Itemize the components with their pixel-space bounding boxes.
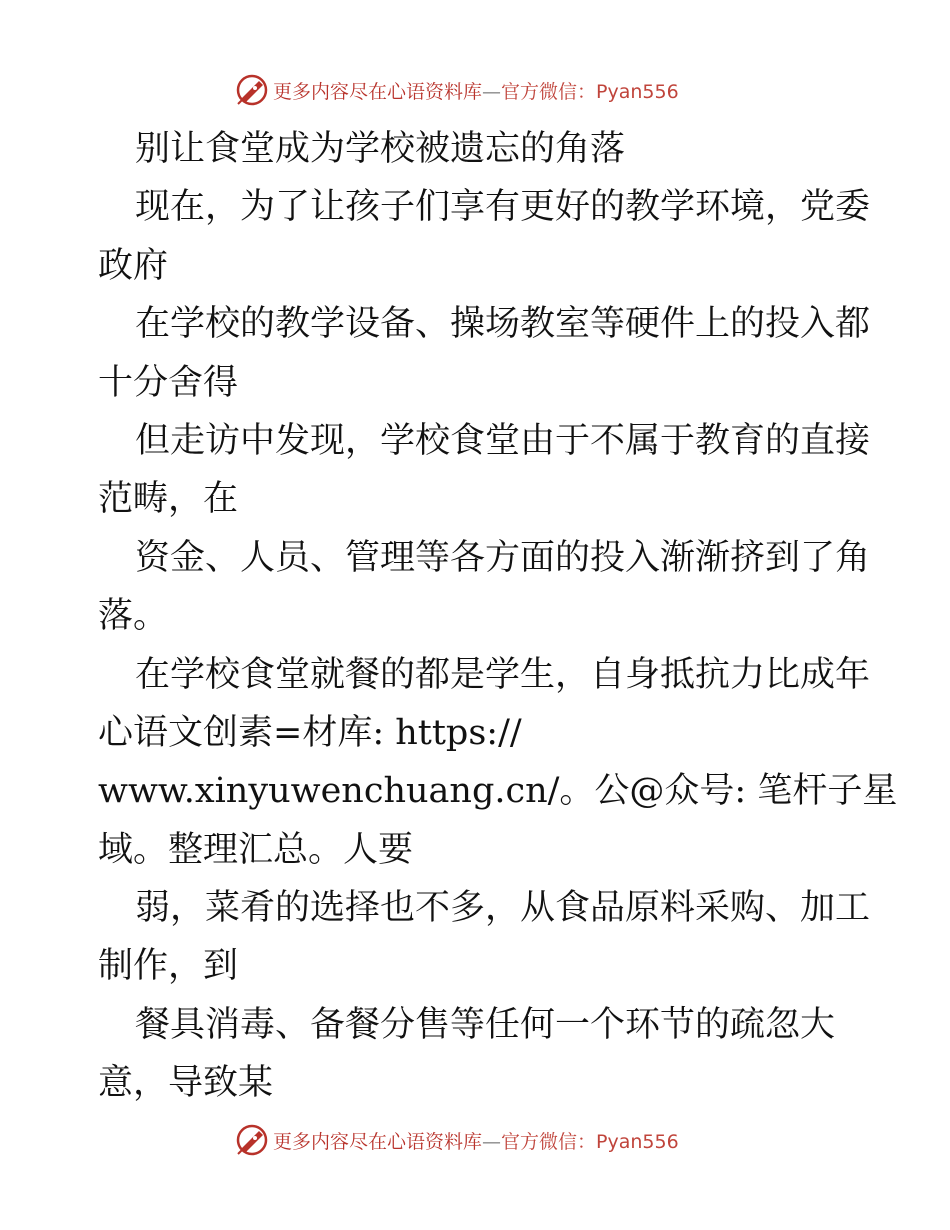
paragraph-line: 政府: [98, 245, 169, 286]
header-banner: [235, 72, 715, 108]
paragraph-line: 资金、人员、管理等各方面的投入渐渐挤到了角: [135, 537, 871, 578]
header-banner-text: [273, 77, 679, 104]
banner-wechat: 官方微信：Pyan556: [501, 1130, 679, 1153]
banner-title: 更多内容尽在心语资料库: [273, 1130, 483, 1153]
paragraph-line: 十分舍得: [98, 362, 239, 403]
footer-banner-text: [273, 1127, 679, 1154]
paragraph-line: 范畴，在: [98, 479, 239, 520]
paragraph-line: www.xinyuwenchuang.cn/。公@众号: 笔杆子星: [98, 771, 898, 812]
banner-dash: —: [482, 1130, 502, 1153]
paragraph-line: 在学校的教学设备、操场教室等硬件上的投入都: [135, 304, 871, 345]
document-title: 别让食堂成为学校被遗忘的角落: [135, 129, 626, 169]
footer-banner: [235, 1122, 715, 1158]
banner-title: 更多内容尽在心语资料库: [273, 80, 483, 103]
paragraph-line: 弱，菜肴的选择也不多，从食品原料采购、加工: [135, 888, 871, 929]
paragraph-line: 域。整理汇总。人要: [98, 829, 414, 870]
paragraph-line: 餐具消毒、备餐分售等任何一个环节的疏忽大: [135, 1004, 836, 1045]
paragraph-line: 制作，到: [98, 946, 239, 987]
document-body: [98, 120, 898, 1113]
paragraph-line: 现在，为了让孩子们享有更好的教学环境，党委: [135, 187, 871, 228]
paragraph-line: 在学校食堂就餐的都是学生，自身抵抗力比成年: [135, 654, 871, 695]
pen-nib-logo-icon: [235, 1123, 269, 1157]
pen-nib-logo-icon: [235, 73, 269, 107]
paragraph-line: 心语文创素=材库: https://: [98, 712, 522, 753]
banner-dash: —: [482, 80, 502, 103]
paragraph-line: 但走访中发现，学校食堂由于不属于教育的直接: [135, 420, 871, 461]
paragraph-line: 落。: [98, 596, 169, 637]
banner-wechat: 官方微信：Pyan556: [501, 80, 679, 103]
paragraph-line: 意，导致某: [98, 1063, 274, 1104]
